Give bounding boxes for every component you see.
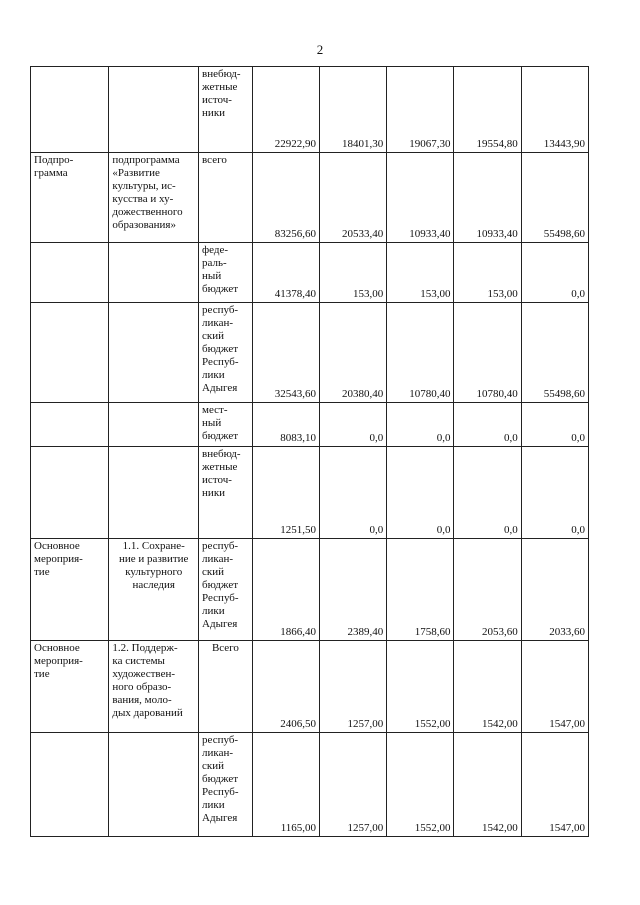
row-type-cell [31, 303, 109, 403]
year-2-value-cell: 19067,30 [387, 67, 454, 153]
funding-source-cell: респуб- ликан- ский бюджет Респуб- лики Адыгея [199, 539, 253, 641]
year-3-value-cell: 1542,00 [454, 733, 521, 837]
row-type-cell [31, 447, 109, 539]
year-3-value-cell: 0,0 [454, 447, 521, 539]
total-value-cell: 1251,50 [252, 447, 319, 539]
year-2-value-cell: 0,0 [387, 447, 454, 539]
funding-source-cell: мест- ный бюджет [199, 403, 253, 447]
table-row [31, 403, 589, 447]
total-value-cell: 1165,00 [252, 733, 319, 837]
table-row [31, 303, 589, 403]
row-type-cell [31, 67, 109, 153]
row-name-cell [109, 303, 199, 403]
row-name-cell [109, 447, 199, 539]
year-3-value-cell: 10933,40 [454, 153, 521, 243]
year-4-value-cell: 0,0 [521, 447, 588, 539]
year-3-value-cell: 153,00 [454, 243, 521, 303]
row-name-cell [109, 243, 199, 303]
table-row [31, 733, 589, 837]
page-number: 2 [316, 42, 324, 57]
table-row [31, 153, 589, 243]
row-name-cell [109, 733, 199, 837]
year-4-value-cell: 2033,60 [521, 539, 588, 641]
table-row [31, 641, 589, 733]
year-1-value-cell: 0,0 [320, 403, 387, 447]
row-name-cell: подпрограмма «Развитие культуры, ис- кусства и ху- дожественного образования» [109, 153, 199, 243]
row-type-cell [31, 733, 109, 837]
year-3-value-cell: 2053,60 [454, 539, 521, 641]
funding-source-cell: Всего [199, 641, 253, 733]
funding-source-cell: респуб- ликан- ский бюджет Респуб- лики Адыгея [199, 733, 253, 837]
year-2-value-cell: 1552,00 [387, 641, 454, 733]
total-value-cell: 32543,60 [252, 303, 319, 403]
total-value-cell: 2406,50 [252, 641, 319, 733]
year-4-value-cell: 0,0 [521, 403, 588, 447]
year-3-value-cell: 0,0 [454, 403, 521, 447]
year-4-value-cell: 13443,90 [521, 67, 588, 153]
year-1-value-cell: 153,00 [320, 243, 387, 303]
year-2-value-cell: 1552,00 [387, 733, 454, 837]
year-1-value-cell: 2389,40 [320, 539, 387, 641]
funding-source-cell: феде- раль- ный бюджет [199, 243, 253, 303]
year-2-value-cell: 153,00 [387, 243, 454, 303]
budget-table [30, 66, 589, 837]
year-3-value-cell: 1542,00 [454, 641, 521, 733]
year-4-value-cell: 55498,60 [521, 153, 588, 243]
row-type-cell [31, 243, 109, 303]
year-1-value-cell: 20380,40 [320, 303, 387, 403]
total-value-cell: 22922,90 [252, 67, 319, 153]
year-1-value-cell: 0,0 [320, 447, 387, 539]
year-1-value-cell: 18401,30 [320, 67, 387, 153]
total-value-cell: 41378,40 [252, 243, 319, 303]
table-row [31, 243, 589, 303]
year-4-value-cell: 0,0 [521, 243, 588, 303]
row-type-cell: Основное мероприя- тие [31, 641, 109, 733]
funding-source-cell: респуб- ликан- ский бюджет Респуб- лики Адыгея [199, 303, 253, 403]
year-1-value-cell: 20533,40 [320, 153, 387, 243]
year-2-value-cell: 0,0 [387, 403, 454, 447]
funding-source-cell: внебюд- жетные источ- ники [199, 67, 253, 153]
year-4-value-cell: 1547,00 [521, 733, 588, 837]
total-value-cell: 1866,40 [252, 539, 319, 641]
funding-source-cell: внебюд- жетные источ- ники [199, 447, 253, 539]
row-type-cell: Основное мероприя- тие [31, 539, 109, 641]
total-value-cell: 83256,60 [252, 153, 319, 243]
row-type-cell [31, 403, 109, 447]
row-type-cell: Подпро- грамма [31, 153, 109, 243]
year-3-value-cell: 19554,80 [454, 67, 521, 153]
row-name-cell: 1.1. Сохране- ние и развитие культурного наследия [109, 539, 199, 641]
year-3-value-cell: 10780,40 [454, 303, 521, 403]
table-row [31, 539, 589, 641]
table-row [31, 67, 589, 153]
total-value-cell: 8083,10 [252, 403, 319, 447]
year-2-value-cell: 10780,40 [387, 303, 454, 403]
row-name-cell [109, 403, 199, 447]
funding-source-cell: всего [199, 153, 253, 243]
row-name-cell [109, 67, 199, 153]
year-2-value-cell: 1758,60 [387, 539, 454, 641]
row-name-cell: 1.2. Поддерж- ка системы художествен- ного образо- вания, моло- дых дарований [109, 641, 199, 733]
year-4-value-cell: 55498,60 [521, 303, 588, 403]
year-4-value-cell: 1547,00 [521, 641, 588, 733]
table-row [31, 447, 589, 539]
year-2-value-cell: 10933,40 [387, 153, 454, 243]
year-1-value-cell: 1257,00 [320, 641, 387, 733]
year-1-value-cell: 1257,00 [320, 733, 387, 837]
